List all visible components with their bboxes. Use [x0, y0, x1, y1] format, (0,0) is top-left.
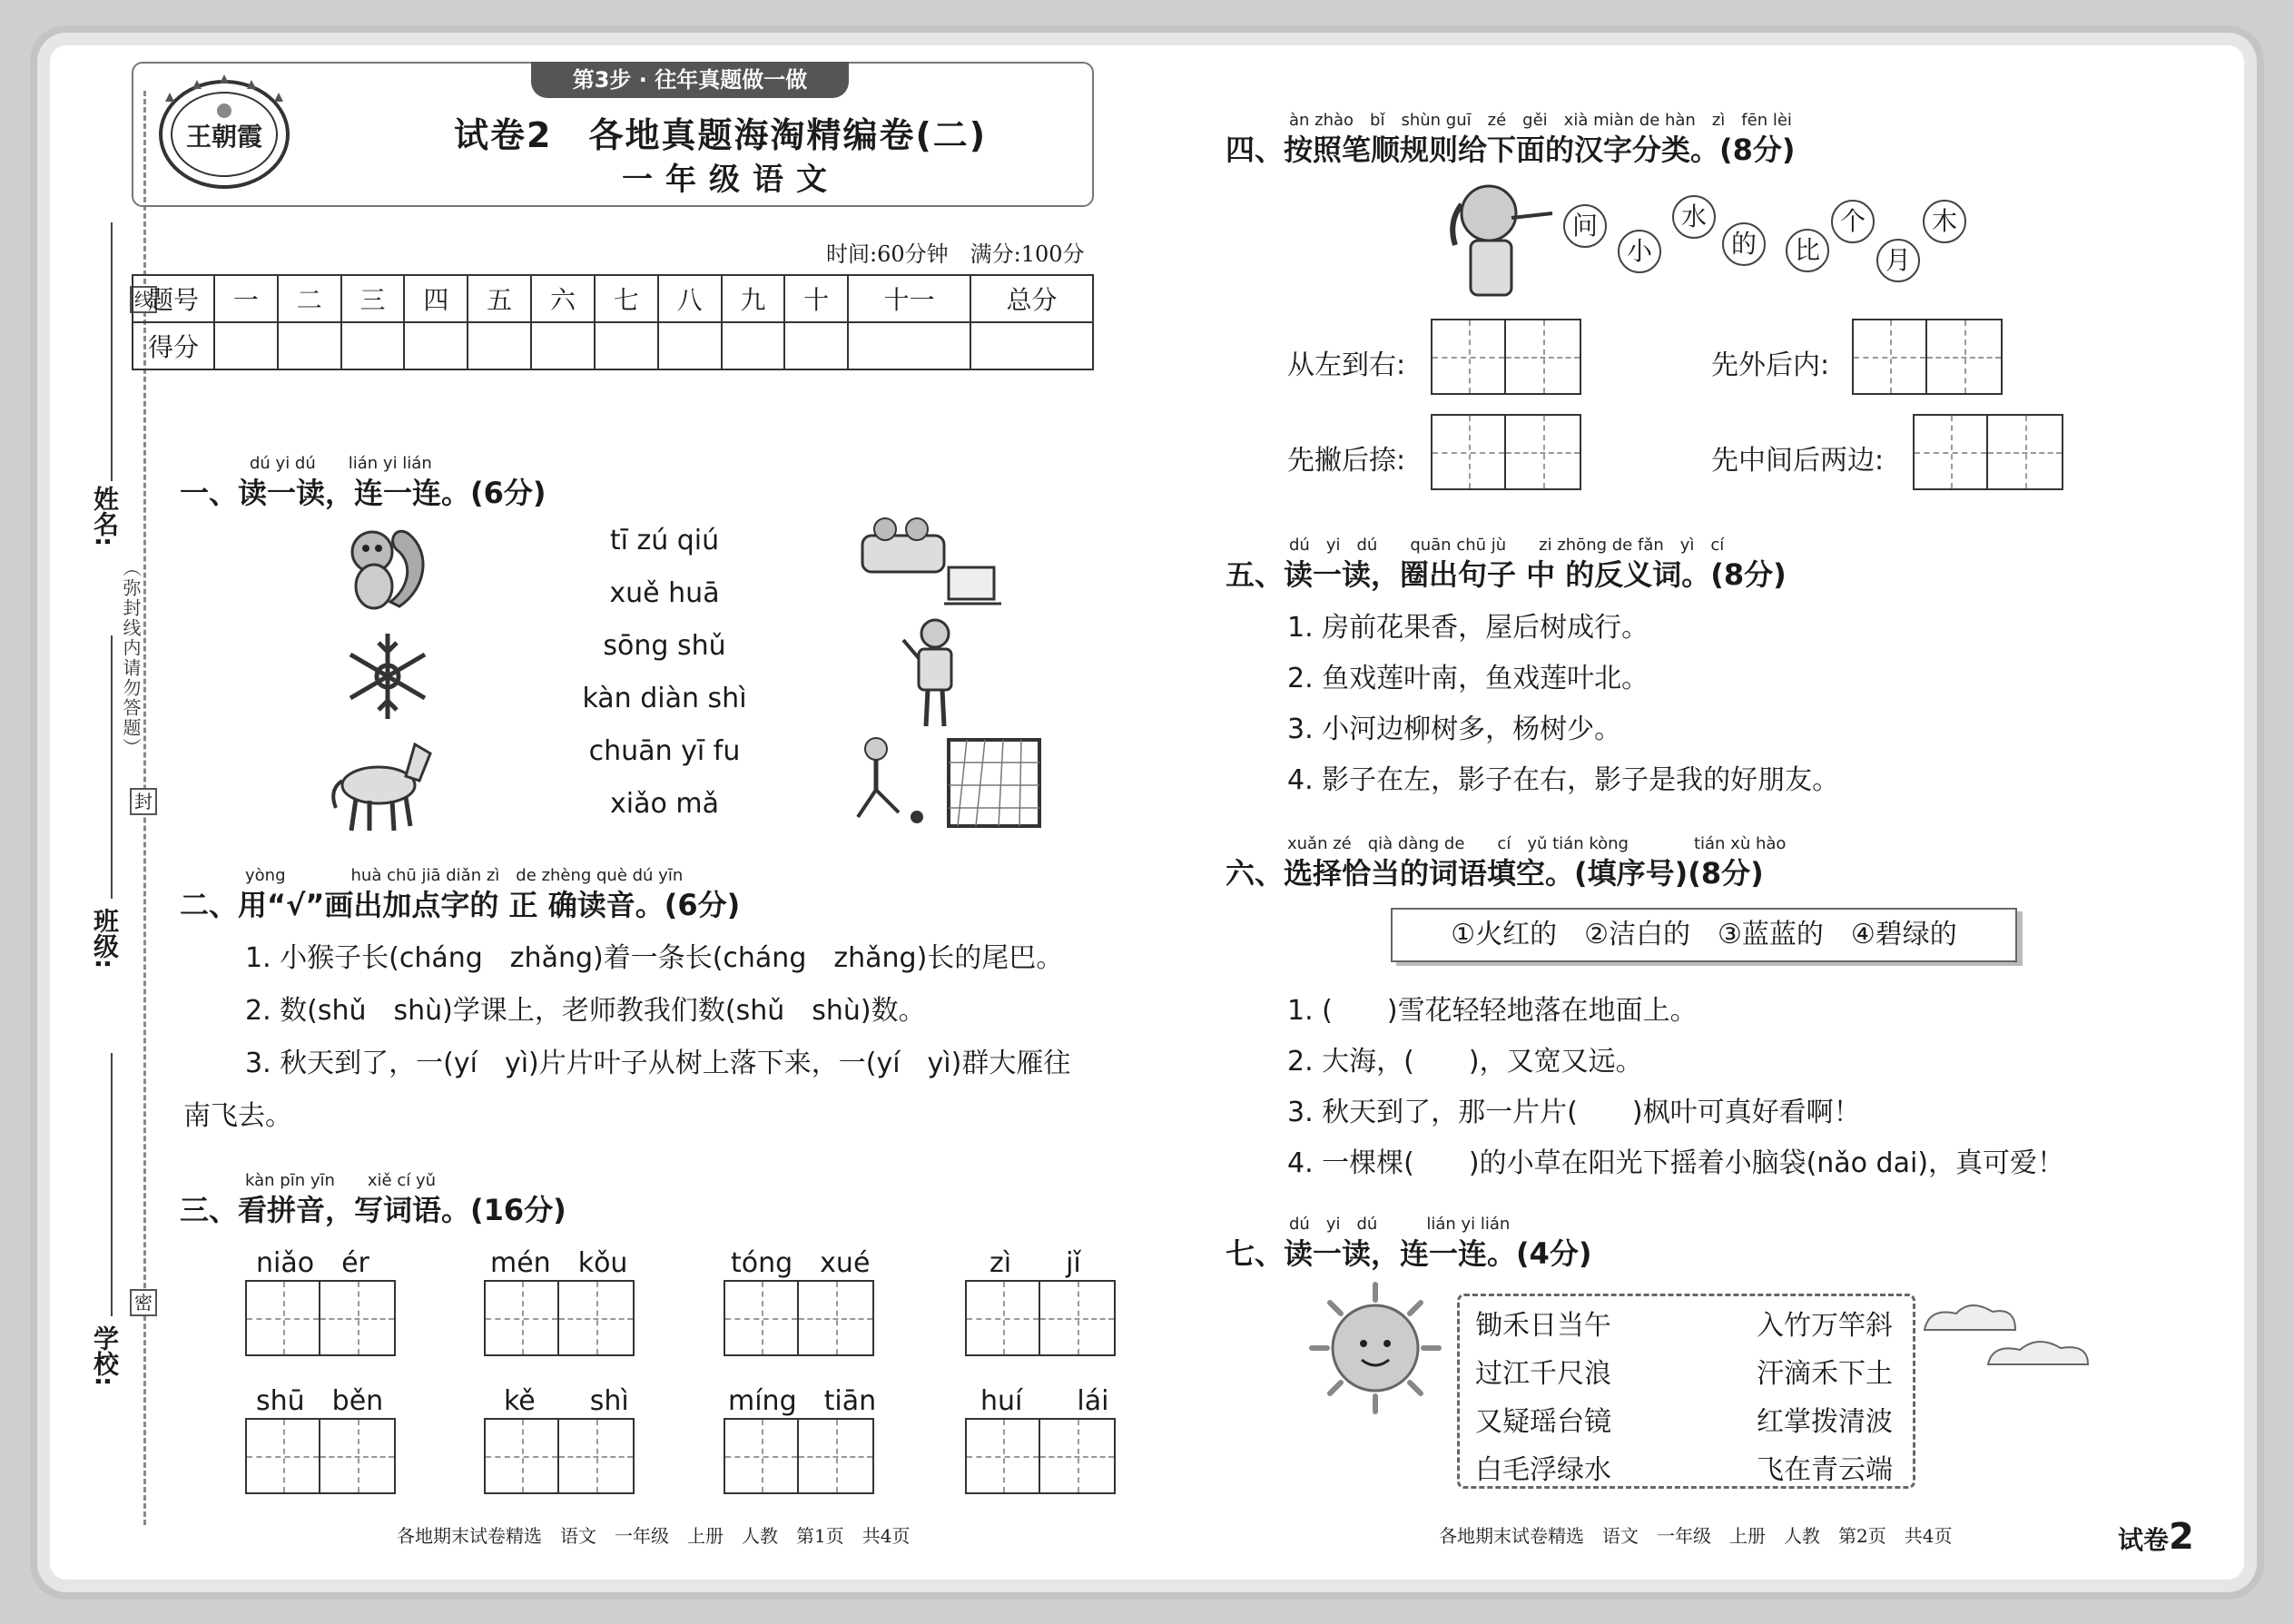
stroke-order-label: 从左到右:: [1287, 349, 1406, 381]
name-label: 姓名:: [90, 486, 120, 547]
score-cell: 九: [722, 275, 785, 322]
seal-mark-feng: 封: [130, 788, 157, 815]
section3-pinyin: kàn pīn yīn xiě cí yǔ: [245, 1171, 437, 1190]
writing-box[interactable]: [965, 1418, 1116, 1494]
score-row-label: 得分: [133, 322, 214, 369]
writing-box[interactable]: [965, 1280, 1116, 1356]
section5-line: 1. 房前花果香，屋后树成行。: [1287, 612, 1649, 644]
pinyin-option: kàn diàn shì: [582, 683, 747, 714]
score-input[interactable]: [468, 322, 531, 369]
writing-box[interactable]: [484, 1418, 635, 1494]
section4-heading: 四、按照笔顺规则给下面的汉字分类。(8分): [1226, 133, 1796, 167]
svg-text:王朝霞: 王朝霞: [185, 122, 263, 152]
char-bubble: 水: [1672, 195, 1716, 239]
poem-line-right[interactable]: 汗滴禾下土: [1757, 1358, 1893, 1390]
score-table-header-row: [133, 275, 1093, 322]
char-bubble: 比: [1786, 229, 1829, 272]
section6-line: 2. 大海，( )，又宽又远。: [1287, 1046, 1643, 1078]
pinyin-option: chuān yī fu: [588, 735, 741, 767]
score-cell: 一: [214, 275, 278, 322]
section6-line: 3. 秋天到了，那一片片( )枫叶可真好看啊！: [1287, 1097, 1861, 1128]
section2-q1: 1. 小猴子长(cháng zhǎng)着一条长(cháng zhǎng)长的尾巴。: [245, 942, 1064, 974]
score-input[interactable]: [341, 322, 405, 369]
score-cell: 题号: [133, 275, 214, 322]
snowflake-picture: [338, 626, 438, 726]
pinyin-word: niǎo ér: [256, 1247, 369, 1279]
section2-pinyin: yòng huà chū jiā diǎn zì de zhèng què dú yīn: [245, 866, 684, 885]
footer-right: 各地期末试卷精选 语文 一年级 上册 人教 第2页 共4页: [1439, 1525, 1953, 1547]
score-cell: 十一: [848, 275, 970, 322]
score-table-score-row: [133, 322, 1093, 369]
writing-box[interactable]: [245, 1418, 396, 1494]
score-input[interactable]: [531, 322, 595, 369]
poem-line-right[interactable]: 红掌拨清波: [1757, 1406, 1893, 1438]
score-input[interactable]: [848, 322, 970, 369]
score-cell: 三: [341, 275, 405, 322]
stroke-order-label: 先撇后捺:: [1287, 445, 1406, 477]
section5-line: 4. 影子在左，影子在右，影子是我的好朋友。: [1287, 764, 1840, 796]
section7-heading: 七、读一读，连一连。(4分): [1226, 1236, 1592, 1271]
seal-mark-xian: 线: [130, 286, 157, 313]
class-underline: [111, 635, 113, 899]
pinyin-word: míng tiān: [728, 1385, 877, 1417]
publisher-logo: [147, 73, 301, 191]
seal-notice: （弥封线内请勿答题）: [120, 558, 142, 758]
section1-heading: 一、读一读，连一连。(6分): [180, 476, 546, 510]
pinyin-word: mén kǒu: [490, 1247, 628, 1279]
exam-tag: 试卷2: [2118, 1516, 2194, 1558]
section1-pinyin: dú yi dú lián yi lián: [250, 454, 432, 473]
pinyin-word: kě shì: [504, 1385, 629, 1417]
pinyin-option: tī zú qiú: [609, 525, 720, 556]
char-bubble: 问: [1563, 204, 1607, 248]
squirrel-picture: [336, 516, 436, 615]
score-input[interactable]: [970, 322, 1093, 369]
score-cell: 五: [468, 275, 531, 322]
word-options-box: ①火红的 ②洁白的 ③蓝蓝的 ④碧绿的: [1391, 908, 2017, 962]
section6-line: 1. ( )雪花轻轻地落在地面上。: [1287, 995, 1698, 1027]
score-input[interactable]: [595, 322, 658, 369]
poem-line-left[interactable]: 白毛浮绿水: [1475, 1454, 1611, 1486]
pinyin-word: tóng xué: [731, 1247, 871, 1279]
section2-q3-cont: 南飞去。: [183, 1100, 292, 1132]
clouds-picture: [1915, 1294, 2097, 1375]
section5-line: 3. 小河边柳树多，杨树少。: [1287, 714, 1622, 745]
step-tab: 第3步 · 往年真题做一做: [531, 62, 849, 98]
score-input[interactable]: [214, 322, 278, 369]
school-underline: [111, 1053, 113, 1316]
footer-left: 各地期末试卷精选 语文 一年级 上册 人教 第1页 共4页: [397, 1525, 911, 1547]
pinyin-option: xiǎo mǎ: [610, 788, 719, 820]
exam-subtitle: 一年级语文: [622, 162, 840, 198]
score-input[interactable]: [658, 322, 722, 369]
writing-box[interactable]: [1852, 319, 2003, 395]
writing-box[interactable]: [724, 1418, 874, 1494]
writing-box[interactable]: [1431, 414, 1581, 490]
writing-box[interactable]: [1431, 319, 1581, 395]
pinyin-word: shū běn: [256, 1385, 384, 1417]
boy-dressing-picture: [899, 617, 971, 731]
score-input[interactable]: [278, 322, 341, 369]
name-underline: [111, 222, 113, 481]
kids-playing-football-picture: [840, 731, 1049, 835]
section5-heading: 五、读一读，圈出句子 中 的反义词。(8分): [1226, 557, 1787, 592]
writing-box[interactable]: [1913, 414, 2063, 490]
char-bubble: 小: [1618, 230, 1661, 273]
pinyin-word: huí lái: [980, 1385, 1109, 1417]
stroke-order-label: 先外后内:: [1711, 349, 1830, 381]
exam-title: 试卷2 各地真题海淘精编卷(二): [454, 115, 988, 155]
pony-picture: [329, 726, 438, 835]
section5-pinyin: dú yi dú quān chū jù zi zhōng de fǎn yì cí: [1289, 536, 1725, 555]
score-cell: 七: [595, 275, 658, 322]
writing-box[interactable]: [484, 1280, 635, 1356]
pinyin-word: zì jǐ: [989, 1247, 1081, 1279]
section2-q3: 3. 秋天到了，一(yí yì)片片叶子从树上落下来，一(yí yì)群大雁往: [245, 1048, 1071, 1079]
section2-q2: 2. 数(shǔ shù)学课上，老师教我们数(shǔ shù)数。: [245, 995, 926, 1027]
sun-picture: [1307, 1280, 1443, 1416]
score-table: [132, 274, 1094, 370]
char-bubble: 月: [1876, 239, 1920, 282]
section2-heading: 二、用“√”画出加点字的 正 确读音。(6分): [180, 888, 741, 922]
kids-watching-tv-picture: [858, 513, 1003, 613]
pinyin-option: xuě huā: [609, 577, 720, 609]
score-input[interactable]: [784, 322, 848, 369]
score-cell: 总分: [970, 275, 1093, 322]
score-cell: 六: [531, 275, 595, 322]
school-label: 学校:: [90, 1325, 120, 1387]
section6-heading: 六、选择恰当的词语填空。(填序号)(8分): [1226, 856, 1764, 891]
section6-line: 4. 一棵棵( )的小草在阳光下摇着小脑袋(nǎo dai)，真可爱！: [1287, 1147, 2065, 1179]
score-cell: 四: [404, 275, 468, 322]
writing-box[interactable]: [245, 1280, 396, 1356]
char-bubble: 的: [1722, 222, 1766, 266]
score-input[interactable]: [404, 322, 468, 369]
poem-line-right[interactable]: 入竹万竿斜: [1757, 1310, 1893, 1342]
char-bubble: 木: [1923, 200, 1966, 243]
class-label: 班级:: [90, 908, 120, 969]
poem-line-right[interactable]: 飞在青云端: [1757, 1454, 1893, 1486]
score-cell: 八: [658, 275, 722, 322]
section3-heading: 三、看拼音，写词语。(16分): [180, 1193, 566, 1227]
poem-line-left[interactable]: 锄禾日当午: [1475, 1310, 1611, 1342]
writing-box[interactable]: [724, 1280, 874, 1356]
score-input[interactable]: [722, 322, 785, 369]
section4-pinyin: àn zhào bǐ shùn guī zé gěi xià miàn de hàn zì fēn lèi: [1289, 111, 1792, 130]
section5-line: 2. 鱼戏莲叶南，鱼戏莲叶北。: [1287, 663, 1649, 694]
score-cell: 十: [784, 275, 848, 322]
seal-mark-mi: 密: [130, 1289, 157, 1316]
char-bubble: 个: [1831, 200, 1875, 243]
score-cell: 二: [278, 275, 341, 322]
section6-pinyin: xuǎn zé qià dàng de cí yǔ tián kòng tián xù hào: [1287, 834, 1787, 853]
stroke-order-label: 先中间后两边:: [1711, 445, 1885, 477]
section7-pinyin: dú yi dú lián yi lián: [1289, 1215, 1511, 1234]
girl-blowing-bubbles-picture: [1439, 177, 1557, 300]
pinyin-option: sōng shǔ: [603, 630, 726, 662]
poem-line-left[interactable]: 又疑瑶台镜: [1475, 1406, 1611, 1438]
time-info: 时间:60分钟 满分:100分: [826, 241, 1085, 267]
poem-line-left[interactable]: 过江千尺浪: [1475, 1358, 1611, 1390]
